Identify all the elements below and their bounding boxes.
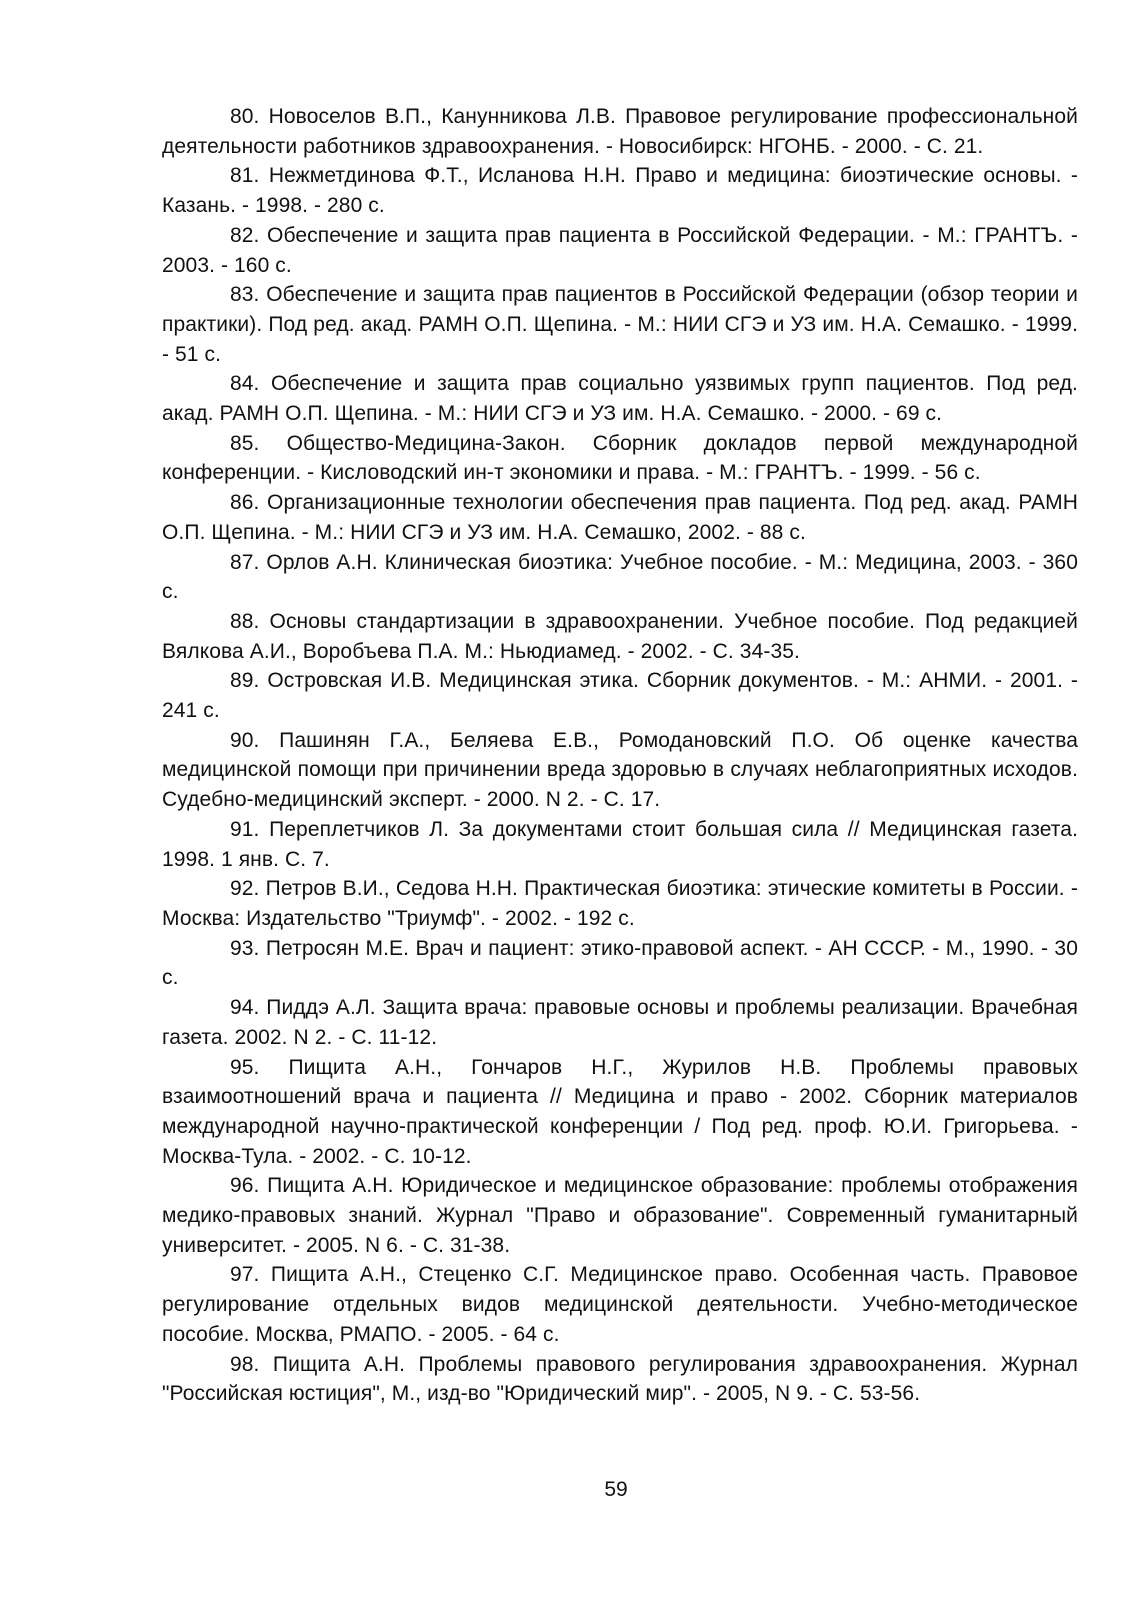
- reference-92: 92. Петров В.И., Седова Н.Н. Практическая биоэтика: этические комитеты в России. - Москва: Издательство "Триумф". - 2002. - 192 с.: [162, 877, 1078, 930]
- reference-81: 81. Нежметдинова Ф.Т., Исланова Н.Н. Право и медицина: биоэтические основы. - Казань. - 1998. - 280 с.: [162, 164, 1078, 218]
- reference-80: 80. Новоселов В.П., Канунникова Л.В. Правовое регулирование профессиональной деятельности работников здравоохранения. - Новосибирск: НГОНБ. - 2000. - С. 21.: [162, 105, 1078, 158]
- reference-91: 91. Переплетчиков Л. За документами стоит большая сила // Медицинская газета. 1998. 1 янв. С. 7.: [162, 817, 1078, 871]
- reference-84: 84. Обеспечение и защита прав социально уязвимых групп пациентов. Под ред. акад. РАМН О.П. Щепина. - М.: НИИ СГЭ и УЗ им. Н.А. Семашко. - 2000. - 69 с.: [162, 372, 1078, 426]
- reference-95: 95. Пищита А.Н., Гончаров Н.Г., Журилов Н.В. Проблемы правовых взаимоотношений врача и пациента // Медицина и право - 2002. Сборник материалов международной научно-практической конференции / Под ред. проф. Ю.И. Григорьева. - Москва-Тула. - 2002. - С. 10-12.: [162, 1055, 1078, 1168]
- reference-94: 94. Пиддэ А.Л. Защита врача: правовые основы и проблемы реализации. Врачебная газета. 2002. N 2. - С. 11-12.: [162, 996, 1078, 1049]
- reference-85: 85. Общество-Медицина-Закон. Сборник докладов первой международной конференции. - Кисловодский ин-т экономики и права. - М.: ГРАНТЪ. - 1999. - 56 с.: [162, 431, 1078, 485]
- reference-97: 97. Пищита А.Н., Стеценко С.Г. Медицинское право. Особенная часть. Правовое регулирование отдельных видов медицинской деятельности. Учебно-методическое пособие. Москва, РМАПО. - 2005. - 64 с.: [162, 1263, 1078, 1346]
- reference-86: 86. Организационные технологии обеспечения прав пациента. Под ред. акад. РАМН О.П. Щепина. - М.: НИИ СГЭ и УЗ им. Н.А. Семашко, 2002. - 88 с.: [162, 491, 1078, 544]
- reference-88: 88. Основы стандартизации в здравоохранении. Учебное пособие. Под редакцией Вялкова А.И., Воробъева П.А. М.: Ньюдиамед. - 2002. - С. 34-35.: [162, 609, 1078, 663]
- page-number: 59: [604, 1478, 628, 1501]
- reference-82: 82. Обеспечение и защита прав пациента в Российской Федерации. - М.: ГРАНТЪ. - 2003. - 160 с.: [162, 223, 1078, 277]
- reference-98: 98. Пищита А.Н. Проблемы правового регулирования здравоохранения. Журнал "Российская юстиция", М., изд-во "Юридический мир". - 2005, N 9. - С. 53-56.: [162, 1352, 1078, 1406]
- reference-89: 89. Островская И.В. Медицинская этика. Сборник документов. - М.: АНМИ. - 2001. - 241 с.: [162, 669, 1078, 723]
- reference-96: 96. Пищита А.Н. Юридическое и медицинское образование: проблемы отображения медико-правовых знаний. Журнал "Право и образование". Современный гуманитарный университет. - 2005. N 6. - С. 31-38.: [162, 1174, 1078, 1257]
- reference-93: 93. Петросян М.Е. Врач и пациент: этико-правовой аспект. - АН СССР. - М., 1990. - 30 с.: [162, 936, 1078, 990]
- reference-87: 87. Орлов А.Н. Клиническая биоэтика: Учебное пособие. - М.: Медицина, 2003. - 360 с.: [162, 550, 1078, 604]
- reference-90: 90. Пашинян Г.А., Беляева Е.В., Ромодановский П.О. Об оценке качества медицинской помощи при причинении вреда здоровью в случаях неблагоприятных исходов. Судебно-медицинский эксперт. - 2000. N 2. - С. 17.: [162, 728, 1078, 812]
- reference-83: 83. Обеспечение и защита прав пациентов в Российской Федерации (обзор теории и практики). Под ред. акад. РАМН О.П. Щепина. - М.: НИИ СГЭ и УЗ им. Н.А. Семашко. - 1999. - 51 с.: [162, 283, 1078, 366]
- reference-list: [162, 102, 1078, 1409]
